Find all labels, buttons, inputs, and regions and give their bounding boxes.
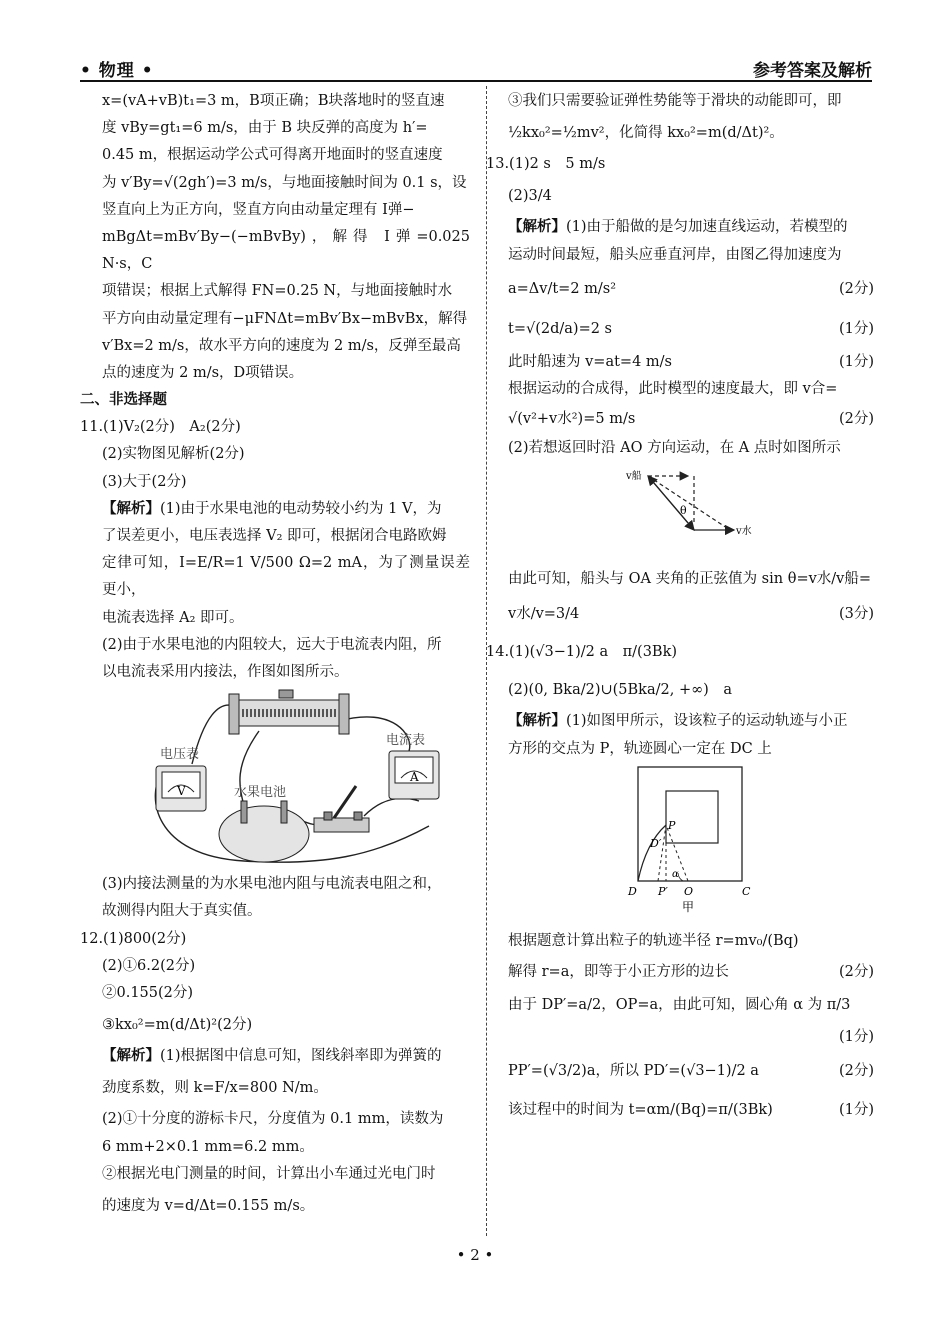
text-line: 的速度为 v=d/Δt=0.155 m/s。 bbox=[102, 1198, 315, 1215]
text-line: (1)如图甲所示，设该粒子的运动轨迹与小正 bbox=[566, 713, 848, 730]
ammeter-icon bbox=[389, 751, 439, 799]
section-heading: 二、非选择题 bbox=[80, 392, 167, 409]
label-P: P bbox=[668, 818, 676, 832]
answer-line: 14.(1)(√3−1)/2 a π/(3Bk) bbox=[486, 644, 678, 661]
v-water-label: v水 bbox=[736, 526, 752, 538]
text-line: ②根据光电门测量的时间，计算出小车通过光电门时 bbox=[102, 1165, 436, 1182]
label-alpha: α bbox=[672, 868, 679, 880]
battery-label: 水果电池 bbox=[234, 785, 287, 801]
text-line: 以电流表采用内接法，作图如图所示。 bbox=[102, 664, 349, 681]
formula: 此时船速为 v=at=4 m/s bbox=[508, 353, 672, 370]
answer-line: (2)①6.2(2分) bbox=[102, 957, 196, 974]
text-line: mBgΔt=mBv′By−(−mBvBy)，解得 I弹=0.025 N·s，C bbox=[102, 229, 470, 273]
analysis-tag: 【解析】 bbox=[508, 219, 566, 236]
formula-row bbox=[508, 1024, 874, 1051]
text-line: x=(vA+vB)t₁=3 m，B项正确；B块落地时的竖直速 bbox=[102, 93, 445, 109]
analysis-tag: 【解析】 bbox=[102, 500, 160, 517]
answer-line: (3)大于(2分) bbox=[102, 473, 187, 490]
formula-row bbox=[508, 349, 874, 376]
text-line: 点的速度为 2 m/s，D项错误。 bbox=[102, 365, 304, 382]
page-number: • 2 • bbox=[456, 1246, 494, 1264]
text-line: 竖直向上为正方向，竖直方向由动量定理有 I弹− bbox=[102, 201, 415, 218]
formula-row bbox=[508, 309, 874, 349]
page-header bbox=[80, 56, 872, 82]
right-column bbox=[486, 88, 874, 1129]
switch-icon bbox=[314, 786, 369, 832]
text-line: (1)根据图中信息可知，图线斜率即为弹簧的 bbox=[160, 1048, 442, 1065]
rheostat-icon bbox=[229, 690, 349, 734]
score: (3分) bbox=[838, 606, 874, 623]
text-line: (2)若想返回时沿 AO 方向运动，在 A 点时如图所示 bbox=[508, 440, 841, 457]
text-line: 电流表选择 A₂ 即可。 bbox=[102, 609, 244, 626]
text-line: ½kx₀²=½mv²，化简得 kx₀²=m(d/Δt)²。 bbox=[508, 125, 784, 142]
text-line: 由此可知，船头与 OA 夹角的正弦值为 sin θ=v水/v船= bbox=[508, 571, 872, 588]
analysis-tag: 【解析】 bbox=[508, 713, 566, 730]
text-line: (3)内接法测量的为水果电池内阻与电流表电阻之和， bbox=[102, 876, 442, 893]
subject-label: • 物理 • bbox=[80, 61, 154, 81]
formula-row bbox=[508, 403, 874, 435]
text-line: (1)由于船做的是匀加速直线运动，若模型的 bbox=[566, 219, 848, 236]
answer-line: 12.(1)800(2分) bbox=[80, 930, 187, 947]
trajectory-figure bbox=[508, 763, 874, 913]
formula-row bbox=[508, 1051, 874, 1091]
formula: 该过程中的时间为 t=αm/(Bq)=π/(3Bk) bbox=[508, 1102, 773, 1119]
formula: t=√(2d/a)=2 s bbox=[508, 320, 612, 337]
text-line: 故测得内阻大于真实值。 bbox=[102, 903, 262, 920]
theta-label: θ bbox=[680, 504, 687, 518]
text-line: 根据运动的合成得，此时模型的速度最大，即 v合= bbox=[508, 381, 838, 398]
answer-line: 11.(1)V₂(2分) A₂(2分) bbox=[80, 419, 241, 436]
answer-line: (2)(0, Bka/2)∪(5Bka/2, +∞) a bbox=[508, 682, 732, 699]
text-line: 方形的交点为 P，轨迹圆心一定在 DC 上 bbox=[508, 740, 772, 757]
text-line: (2)①十分度的游标卡尺，分度值为 0.1 mm，读数为 bbox=[102, 1111, 444, 1128]
answer-line: (2)实物图见解析(2分) bbox=[102, 446, 245, 463]
formula: a=Δv/t=2 m/s² bbox=[508, 280, 617, 297]
lemon-battery-icon bbox=[219, 801, 309, 862]
text-line: ③我们只需要验证弹性势能等于滑块的动能即可，即 bbox=[508, 93, 842, 109]
score: (2分) bbox=[838, 411, 874, 428]
header-title: 参考答案及解析 bbox=[753, 61, 872, 81]
text-line: 定律可知，I=E/R=1 V/500 Ω=2 mA，为了测量误差更小， bbox=[102, 555, 470, 599]
score: (1分) bbox=[838, 353, 874, 370]
left-column bbox=[80, 88, 470, 1224]
formula-row bbox=[508, 1091, 874, 1129]
figure-caption: 甲 bbox=[682, 899, 695, 913]
text-line: 6 mm+2×0.1 mm=6.2 mm。 bbox=[102, 1138, 314, 1155]
formula: v水/v=3/4 bbox=[508, 606, 580, 623]
answer-line: 13.(1)2 s 5 m/s bbox=[486, 156, 606, 173]
voltmeter-symbol: V bbox=[177, 784, 186, 799]
formula: √(v²+v水²)=5 m/s bbox=[508, 411, 636, 428]
answer-line: ②0.155(2分) bbox=[102, 985, 194, 1002]
label-D: D bbox=[628, 884, 637, 898]
score: (1分) bbox=[838, 320, 874, 337]
text-line: 平方向由动量定理有−μFNΔt=mBv′Bx−mBvBx，解得 bbox=[102, 310, 468, 327]
formula: 解得 r=a，即等于小正方形的边长 bbox=[508, 963, 729, 980]
label-D-prime: D′ bbox=[650, 836, 662, 850]
text-line: (1)由于水果电池的电动势较小约为 1 V，为 bbox=[160, 500, 442, 517]
text-line: 0.45 m，根据运动学公式可得离开地面时的竖直速度 bbox=[102, 147, 443, 164]
score: (1分) bbox=[838, 1102, 874, 1119]
circuit-figure bbox=[124, 686, 474, 871]
ammeter-label: 电流表 bbox=[386, 733, 426, 749]
analysis-tag: 【解析】 bbox=[102, 1048, 160, 1065]
voltmeter-label: 电压表 bbox=[160, 747, 200, 763]
label-C: C bbox=[742, 884, 751, 898]
text-line: 由于 DP′=a/2，OP=a，由此可知，圆心角 α 为 π/3 bbox=[508, 997, 851, 1014]
text-line: 根据题意计算出粒子的轨迹半径 r=mv₀/(Bq) bbox=[508, 932, 799, 949]
ammeter-symbol: A bbox=[410, 770, 419, 785]
formula-row bbox=[508, 269, 874, 309]
answer-line: (2)3/4 bbox=[508, 188, 552, 205]
v-boat-label: v船 bbox=[626, 471, 642, 483]
answer-line: ③kx₀²=m(d/Δt)²(2分) bbox=[102, 1017, 253, 1034]
score: (2分) bbox=[838, 280, 874, 297]
text-line: (2)由于水果电池的内阻较大，远大于电流表内阻，所 bbox=[102, 636, 442, 653]
text-line: 为 v′By=√(2gh′)=3 m/s，与地面接触时间为 0.1 s，设 bbox=[102, 174, 467, 191]
formula: PP′=(√3/2)a，所以 PD′=(√3−1)/2 a bbox=[508, 1063, 759, 1080]
voltmeter-icon bbox=[156, 766, 206, 811]
score: (1分) bbox=[838, 1029, 874, 1046]
text-line: 劲度系数，则 k=F/x=800 N/m。 bbox=[102, 1080, 328, 1097]
formula-row bbox=[508, 959, 874, 986]
formula-row bbox=[508, 596, 874, 632]
text-line: 了误差更小，电压表选择 V₂ 即可，根据闭合电路欧姆 bbox=[102, 528, 447, 545]
text-line: 度 vBy=gt₁=6 m/s，由于 B 块反弹的高度为 h′= bbox=[102, 120, 428, 137]
score: (2分) bbox=[838, 963, 874, 980]
text-line: v′Bx=2 m/s，故水平方向的速度为 2 m/s，反弹至最高 bbox=[102, 337, 461, 354]
velocity-vector-figure bbox=[508, 462, 874, 552]
label-O: O bbox=[684, 884, 694, 898]
text-line: 项错误；根据上式解得 FN=0.25 N，与地面接触时水 bbox=[102, 283, 453, 300]
text-line: 运动时间最短，船头应垂直河岸，由图乙得加速度为 bbox=[508, 246, 842, 263]
label-P-prime: P′ bbox=[658, 884, 668, 898]
score: (2分) bbox=[838, 1063, 874, 1080]
